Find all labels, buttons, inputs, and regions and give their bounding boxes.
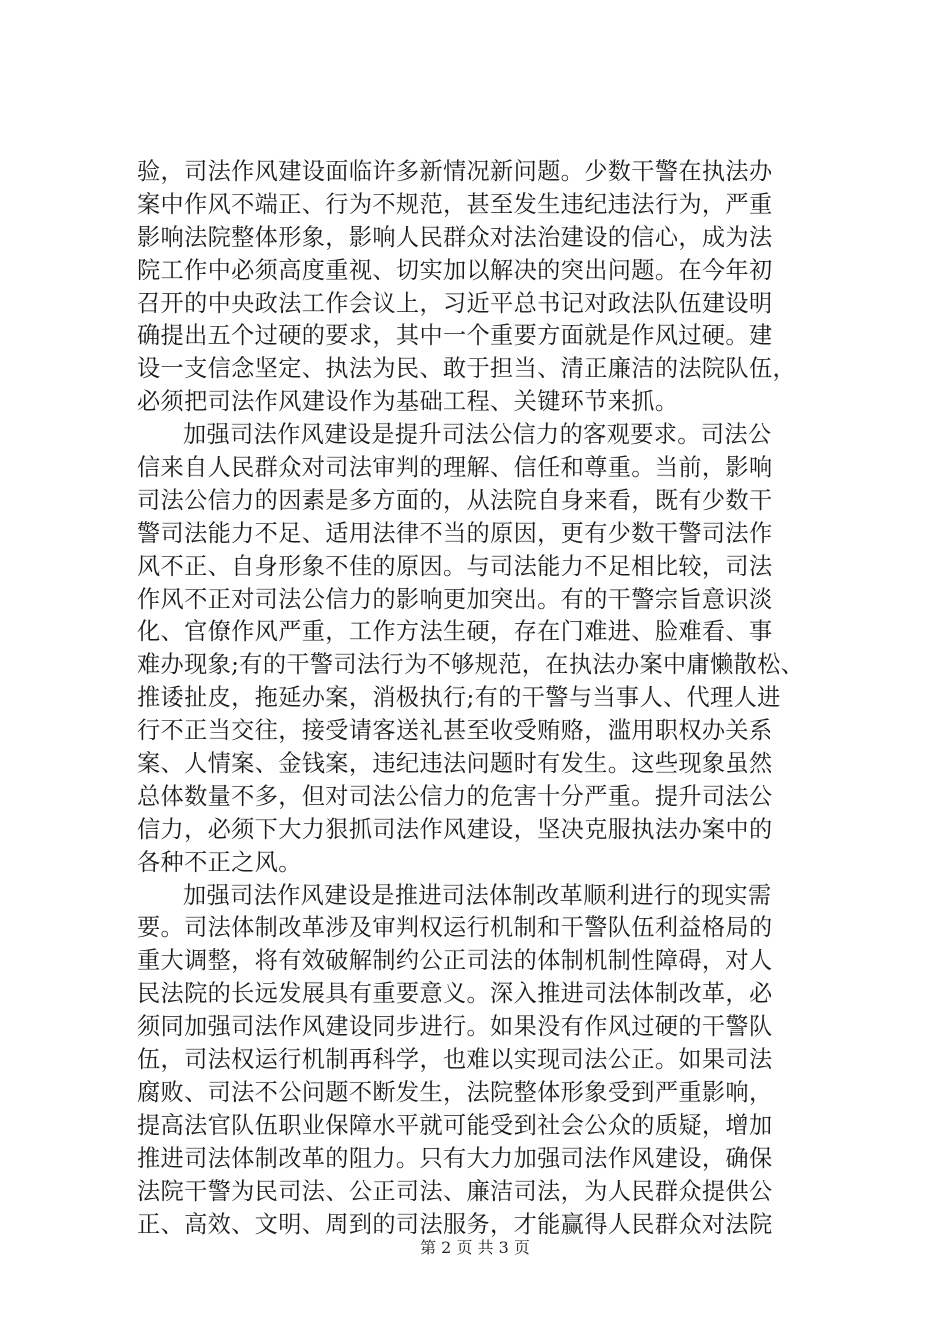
text-line: 院工作中必须高度重视、切实加以解决的突出问题。在今年初 [137, 256, 773, 284]
text-line: 化、官僚作风严重，工作方法生硬，存在门难进、脸难看、事 [137, 618, 773, 646]
text-line: 腐败、司法不公问题不断发生，法院整体形象受到严重影响， [137, 1078, 773, 1106]
text-line: 伍，司法权运行机制再科学，也难以实现司法公正。如果司法 [137, 1046, 773, 1074]
text-line: 重大调整，将有效破解制约公正司法的体制机制性障碍，对人 [137, 947, 773, 975]
text-line: 推诿扯皮，拖延办案，消极执行;有的干警与当事人、代理人进 [137, 684, 781, 712]
paragraph-first-line: 加强司法作风建设是提升司法公信力的客观要求。司法公 [183, 421, 772, 449]
text-line: 难办现象;有的干警司法行为不够规范，在执法办案中庸懒散松、 [137, 651, 805, 679]
text-line: 必须把司法作风建设作为基础工程、关键环节来抓。 [137, 388, 679, 416]
text-line: 信力，必须下大力狠抓司法作风建设，坚决克服执法办案中的 [137, 815, 773, 843]
text-line: 风不正、自身形象不佳的原因。与司法能力不足相比较，司法 [137, 552, 773, 580]
text-line: 须同加强司法作风建设同步进行。如果没有作风过硬的干警队 [137, 1013, 773, 1041]
text-line: 确提出五个过硬的要求，其中一个重要方面就是作风过硬。建 [137, 322, 773, 350]
text-line: 民法院的长远发展具有重要意义。深入推进司法体制改革，必 [137, 980, 773, 1008]
text-line: 总体数量不多，但对司法公信力的危害十分严重。提升司法公 [137, 782, 773, 810]
text-line: 案、人情案、金钱案，违纪违法问题时有发生。这些现象虽然 [137, 750, 773, 778]
text-line: 司法公信力的因素是多方面的，从法院自身来看，既有少数干 [137, 486, 773, 514]
text-line: 各种不正之风。 [137, 848, 302, 876]
text-line: 验，司法作风建设面临许多新情况新问题。少数干警在执法办 [137, 158, 773, 185]
text-line: 警司法能力不足、适用法律不当的原因，更有少数干警司法作 [137, 519, 773, 547]
text-line: 案中作风不端正、行为不规范，甚至发生违纪违法行为，严重 [137, 190, 773, 218]
text-line: 召开的中央政法工作会议上，习近平总书记对政法队伍建设明 [137, 289, 773, 317]
text-line: 设一支信念坚定、执法为民、敢于担当、清正廉洁的法院队伍， [137, 355, 797, 383]
text-line: 法院干警为民司法、公正司法、廉洁司法，为人民群众提供公 [137, 1177, 773, 1205]
text-line: 正、高效、文明、周到的司法服务，才能赢得人民群众对法院 [137, 1210, 773, 1238]
text-line: 影响法院整体形象，影响人民群众对法治建设的信心，成为法 [137, 223, 773, 251]
paragraph-first-line: 加强司法作风建设是推进司法体制改革顺利进行的现实需 [183, 881, 772, 909]
text-line: 推进司法体制改革的阻力。只有大力加强司法作风建设，确保 [137, 1144, 773, 1172]
page-footer: 第 2 页 共 3 页 [420, 1238, 530, 1257]
text-line: 要。司法体制改革涉及审判权运行机制和干警队伍利益格局的 [137, 914, 773, 942]
text-line: 提高法官队伍职业保障水平就可能受到社会公众的质疑，增加 [137, 1111, 773, 1139]
text-line: 行不正当交往，接受请客送礼甚至收受贿赂，滥用职权办关系 [137, 717, 773, 745]
text-line: 作风不正对司法公信力的影响更加突出。有的干警宗旨意识淡 [137, 585, 773, 613]
text-line: 信来自人民群众对司法审判的理解、信任和尊重。当前，影响 [137, 454, 773, 482]
document-body [137, 156, 837, 1241]
